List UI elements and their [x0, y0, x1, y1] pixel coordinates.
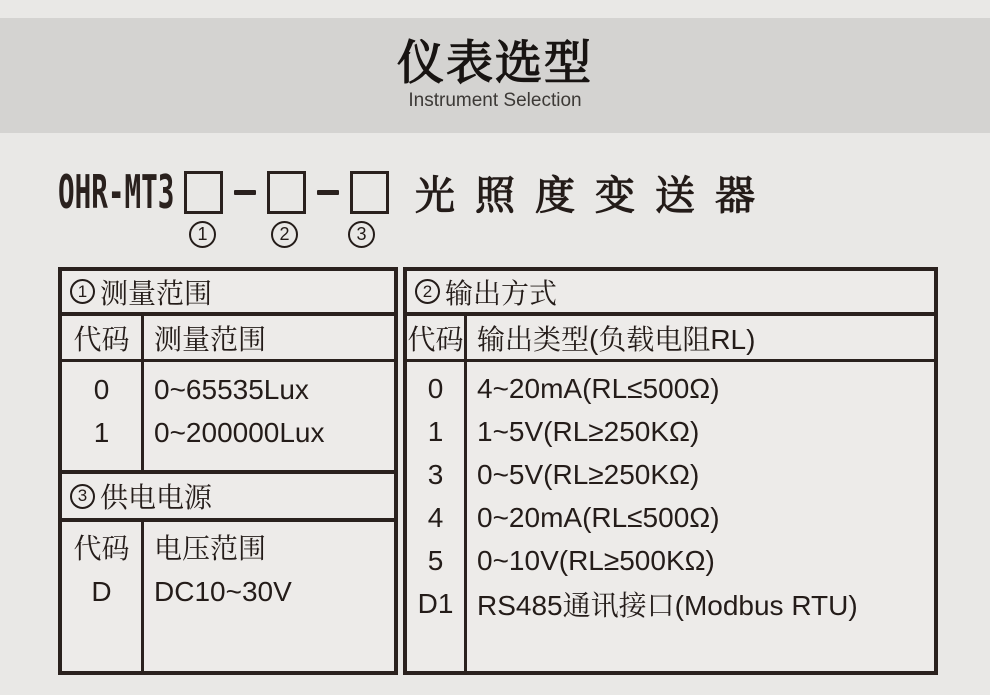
power-row-0-value: DC10~30V: [154, 575, 292, 607]
output-table: [403, 267, 938, 675]
circled-number-1-icon: 1: [189, 221, 216, 248]
measure-row-1-value: 0~200000Lux: [154, 416, 325, 448]
dash-icon: [317, 190, 339, 195]
output-row-2-code: 3: [427, 458, 444, 490]
output-row-4-code: 5: [427, 544, 444, 576]
output-row-5-code: D1: [417, 587, 454, 619]
model-slot-2-box: [267, 171, 306, 214]
model-slot-1-box: [184, 171, 223, 214]
output-value-cell: [467, 362, 934, 671]
measure-col-value-label: 测量范围: [154, 323, 267, 355]
measure-column-header-row: [62, 316, 394, 362]
power-value-cell: [144, 522, 394, 671]
measure-col-code-label: 代码: [62, 316, 144, 359]
power-data-rows: [62, 522, 394, 671]
circled-number-1-icon: 1: [70, 279, 95, 304]
section-measure-header: [62, 271, 394, 316]
output-col-code-label: 代码: [407, 316, 467, 359]
model-designation-row: [58, 165, 775, 219]
measure-row-0-value: 0~65535Lux: [154, 373, 309, 405]
output-row-3-value: 0~20mA(RL≤500Ω): [477, 501, 720, 533]
model-suffix: 光照度变送器: [415, 173, 775, 218]
output-col-value-label: 输出类型(负载电阻RL): [477, 323, 756, 355]
power-code-cell: [62, 522, 144, 671]
dash-icon: [234, 190, 256, 195]
circled-number-2-icon: 2: [271, 221, 298, 248]
page-title: 仪表选型: [397, 36, 593, 89]
model-slot-3-box: [350, 171, 389, 214]
model-prefix: [58, 165, 182, 219]
measure-power-table: [58, 267, 398, 675]
output-row-5-value: RS485通讯接口(Modbus RTU): [477, 589, 858, 621]
title-band: [0, 18, 990, 133]
measure-value-cell: [144, 362, 394, 470]
section-output-title: 输出方式: [445, 277, 558, 309]
power-col-code-label: 代码: [73, 532, 130, 564]
output-row-1-code: 1: [427, 415, 444, 447]
output-row-2-value: 0~5V(RL≥250KΩ): [477, 458, 700, 490]
measure-data-rows: [62, 362, 394, 474]
page-subtitle: Instrument Selection: [408, 90, 582, 112]
circled-number-2-icon: 2: [415, 279, 440, 304]
output-row-0-code: 0: [427, 372, 444, 404]
measure-code-cell: [62, 362, 144, 470]
power-col-value-label: 电压范围: [154, 532, 267, 564]
power-row-0-code: D: [91, 575, 112, 607]
output-code-cell: [407, 362, 467, 671]
measure-row-0-code: 0: [93, 373, 110, 405]
output-row-1-value: 1~5V(RL≥250KΩ): [477, 415, 700, 447]
section-power-title: 供电电源: [100, 482, 213, 513]
output-row-0-value: 4~20mA(RL≤500Ω): [477, 372, 720, 404]
model-prefix-text: OHR-MT3: [58, 165, 175, 219]
section-power-header: [62, 474, 394, 522]
output-data-rows: [407, 362, 934, 671]
measure-row-1-code: 1: [93, 416, 110, 448]
output-column-header-row: [407, 316, 934, 362]
output-row-4-value: 0~10V(RL≥500KΩ): [477, 544, 715, 576]
output-row-3-code: 4: [427, 501, 444, 533]
section-output-header: [407, 271, 934, 316]
section-measure-title: 测量范围: [100, 277, 213, 309]
circled-number-3-icon: 3: [348, 221, 375, 248]
circled-number-3-icon: 3: [70, 484, 95, 509]
